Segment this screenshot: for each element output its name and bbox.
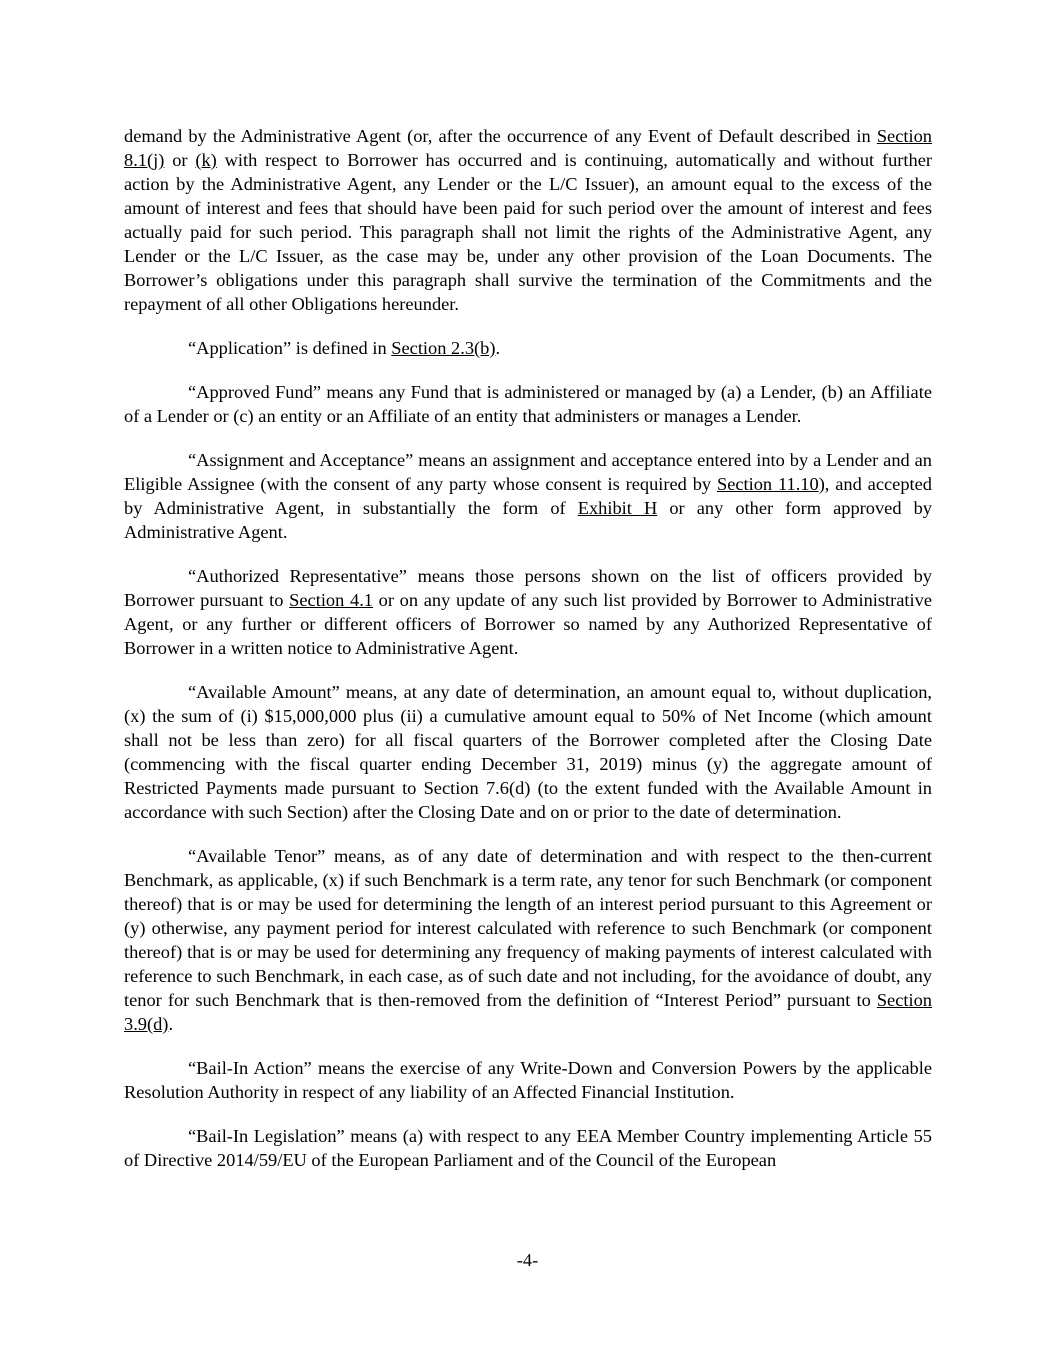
paragraph-text: ), and accepted by Administrative Agent, in substantially the form of — [124, 474, 932, 518]
section-reference: Section 11.10 — [716, 474, 819, 494]
section-reference: Section 2.3(b) — [391, 338, 496, 358]
section-reference: (k) — [195, 150, 217, 170]
paragraph-text: “Available Tenor” means, as of any date of determination and with respect to the then-current Benchmark, as applicable, (x) if such Benchmark is a term rate, any tenor for such Benchmark (or component thereof) that is or may be used for determining the length of an interest period pursuant to this Agreement or (y) otherwise, any payment period for interest calculated with reference to such Benchmark (or component thereof) that is or may be used for determining any frequency of making payments of interest calculated with reference to such Benchmark, in each case, as of such date and not including, for the avoidance of doubt, any tenor for such Benchmark that is then-removed from the definition of “Interest Period” pursuant to — [124, 846, 932, 1010]
section-reference: Section 3.9(d) — [124, 990, 932, 1034]
definition-assignment-and-acceptance — [124, 448, 932, 544]
paragraph-text: demand by the Administrative Agent (or, after the occurrence of any Event of Default described in — [124, 126, 877, 146]
paragraph-text: “Assignment and Acceptance” means an assignment and acceptance entered into by a Lender and an Eligible Assignee (with the consent of any party whose consent is required by — [124, 450, 932, 494]
paragraph-text: or — [164, 150, 196, 170]
paragraph-text: “Bail-In Action” means the exercise of any Write-Down and Conversion Powers by the applicable Resolution Authority in respect of any liability of an Affected Financial Institution. — [124, 1058, 932, 1102]
definition-available-amount — [124, 680, 932, 824]
exhibit-reference: Exhibit H — [577, 498, 658, 518]
paragraph-text: “Approved Fund” means any Fund that is administered or managed by (a) a Lender, (b) an Affiliate of a Lender or (c) an entity or an Affiliate of an entity that administers or manages a Lender. — [124, 382, 932, 426]
paragraph-text: or on any update of any such list provided by Borrower to Administrative Agent, or any further or different officers of Borrower so named by any Authorized Representative of Borrower in a written notice to Administrative Agent. — [124, 590, 933, 658]
document-page — [124, 124, 932, 1192]
paragraph-text: . — [168, 1014, 174, 1034]
section-reference: Section 4.1 — [289, 590, 373, 610]
definition-available-tenor — [124, 844, 932, 1036]
paragraph-text: “Application” is defined in — [188, 338, 392, 358]
paragraph-text: “Authorized Representative” means those persons shown on the list of officers provided by Borrower pursuant to — [124, 566, 932, 610]
definition-application — [124, 336, 932, 360]
definition-authorized-representative — [124, 564, 932, 660]
page-number: -4- — [516, 1250, 539, 1270]
paragraph-text: “Available Amount” means, at any date of determination, an amount equal to, without duplication, (x) the sum of (i) $15,000,000 plus (ii) a cumulative amount equal to 50% of Net Income (which amount shall not be less than zero) for all fiscal quarters of the Borrower completed after the Closing Date (commencing with the fiscal quarter ending December 31, 2019) minus (y) the aggregate amount of Restricted Payments made pursuant to Section 7.6(d) (to the extent funded with the Available Amount in accordance with such Section) after the Closing Date and on or prior to the date of determination. — [124, 682, 932, 822]
paragraph-text: with respect to Borrower has occurred and is continuing, automatically and without further action by the Administrative Agent, any Lender or the L/C Issuer), an amount equal to the excess of the amount of interest and fees that should have been paid for such period over the amount of interest and fees actually paid for such period. This paragraph shall not limit the rights of the Administrative Agent, any Lender or the L/C Issuer, as the case may be, under any other provision of the Loan Documents. The Borrower’s obligations under this paragraph shall survive the termination of the Commitments and the repayment of all other Obligations hereunder. — [124, 150, 933, 314]
paragraph-text: . — [495, 338, 501, 358]
section-reference: Section 8.1(j) — [124, 126, 932, 170]
definition-approved-fund — [124, 380, 932, 428]
paragraph-continued — [124, 124, 932, 316]
paragraph-text: “Bail-In Legislation” means (a) with respect to any EEA Member Country implementing Article 55 of Directive 2014/59/EU of the European Parliament and of the Council of the European — [124, 1126, 932, 1170]
paragraph-text: or any other form approved by Administrative Agent. — [124, 498, 932, 542]
definition-bail-in-action — [124, 1056, 932, 1104]
definition-bail-in-legislation — [124, 1124, 932, 1172]
